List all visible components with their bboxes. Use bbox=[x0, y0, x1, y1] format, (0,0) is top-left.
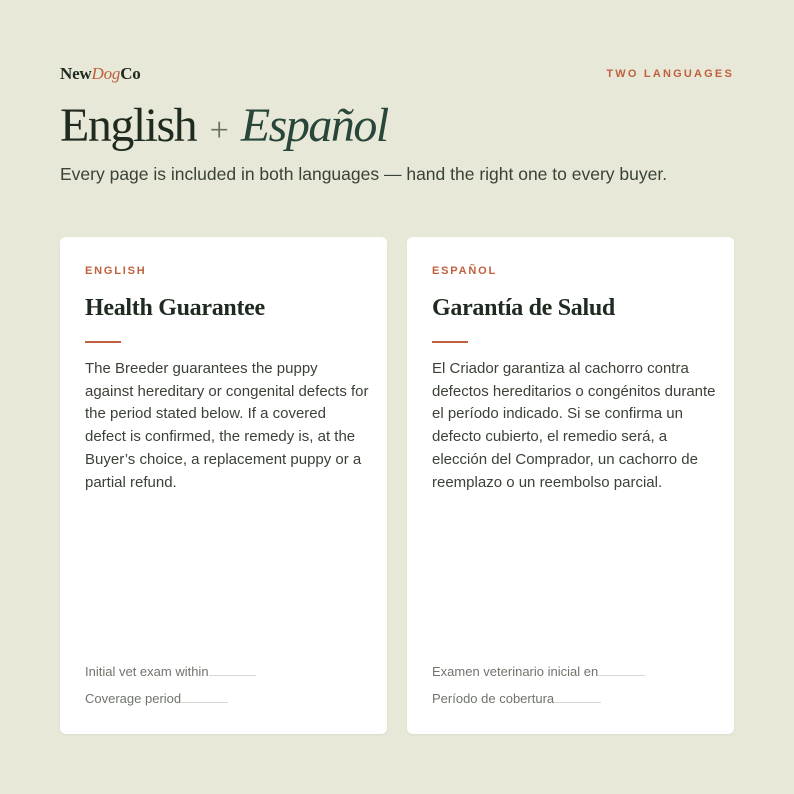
title-divider bbox=[432, 341, 468, 343]
field-label: Coverage period bbox=[85, 691, 182, 706]
field-label: Período de cobertura bbox=[432, 691, 555, 706]
card-language-label: ESPAÑOL bbox=[432, 265, 497, 277]
vet-exam-blank[interactable] bbox=[209, 662, 256, 676]
vet-exam-field bbox=[85, 662, 256, 679]
title-divider bbox=[85, 341, 121, 343]
title-english: English bbox=[60, 99, 197, 152]
brand-new: New bbox=[60, 64, 92, 83]
vet-exam-blank[interactable] bbox=[598, 662, 645, 676]
vet-exam-field bbox=[432, 662, 645, 679]
brand-logo bbox=[60, 64, 141, 84]
field-label: Initial vet exam within bbox=[85, 664, 209, 679]
page-title bbox=[60, 98, 388, 159]
card-body: El Criador garantiza al cachorro contra defectos hereditarios o congénitos durante el período indicado. Si se confirma un defecto cubierto, el remedio será, a elección del Comprador, un cachorro de reemplazo o un reembolso parcial. bbox=[432, 360, 716, 491]
card-language-label: ENGLISH bbox=[85, 265, 147, 277]
card-body: The Breeder guarantees the puppy against hereditary or congenital defects for the period stated below. If a covered defect is confirmed, the remedy is, at the Buyer’s choice, a replacement puppy or a partial refund. bbox=[85, 360, 369, 491]
title-espanol: Español bbox=[240, 99, 388, 152]
coverage-period-blank[interactable] bbox=[554, 689, 601, 703]
card-title: Health Guarantee bbox=[85, 295, 265, 321]
brand-co: Co bbox=[120, 64, 141, 83]
field-label: Examen veterinario inicial en bbox=[432, 664, 599, 679]
title-plus: + bbox=[209, 112, 228, 149]
coverage-period-field bbox=[85, 689, 228, 706]
coverage-period-field bbox=[432, 689, 601, 706]
brand-dog: Dog bbox=[91, 64, 121, 83]
card-title: Garantía de Salud bbox=[432, 295, 615, 321]
two-languages-label: TWO LANGUAGES bbox=[606, 68, 734, 80]
coverage-period-blank[interactable] bbox=[181, 689, 228, 703]
spanish-card bbox=[407, 237, 734, 734]
intro-text: Every page is included in both languages — hand the right one to every buyer. bbox=[60, 164, 668, 184]
english-card bbox=[60, 237, 387, 734]
